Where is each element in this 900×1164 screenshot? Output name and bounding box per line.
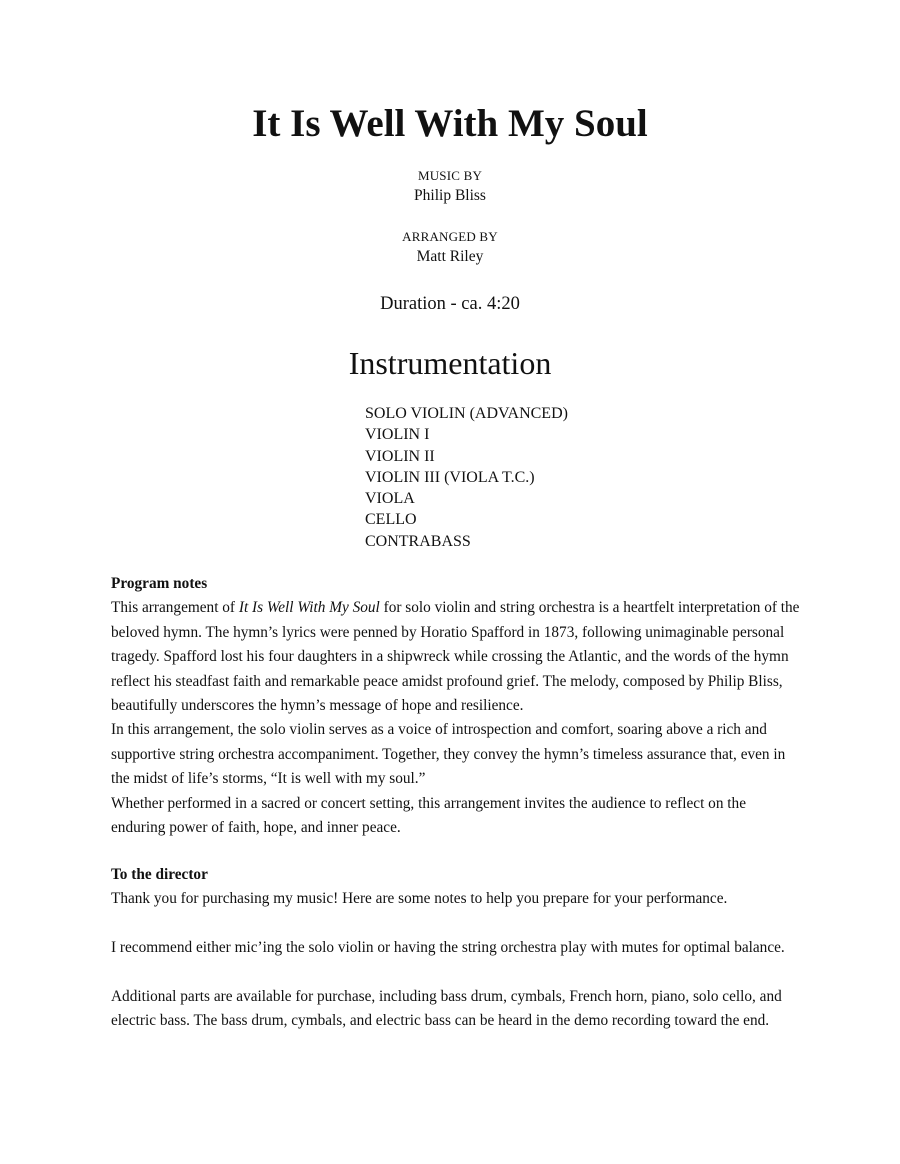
director-heading: To the director — [111, 866, 208, 883]
arranged-by-label: ARRANGED BY — [402, 229, 498, 244]
arranger-name: Matt Riley — [416, 248, 484, 265]
instrument-item: VIOLIN III (VIOLA T.C.) — [365, 468, 535, 486]
instrumentation-list — [365, 403, 568, 552]
instrument-item: VIOLA — [365, 490, 415, 508]
instrument-item: VIOLIN II — [365, 447, 435, 465]
duration: Duration - ca. 4:20 — [380, 294, 520, 314]
director-paragraph-2: I recommend either mic’ing the solo violin or having the string orchestra play with mutes for optimal balance. — [111, 939, 785, 957]
program-notes-title-italic: It Is Well With My Soul — [238, 599, 380, 617]
instrumentation-heading: Instrumentation — [348, 345, 552, 381]
director-paragraph-3: Additional parts are available for purchase, including bass drum, cymbals, French horn, piano, solo cello, and electric bass. The bass drum, cymbals, and electric bass can be heard in the demo recording toward the end. — [111, 988, 782, 1030]
program-notes-text: for solo violin and string orchestra is a heartfelt interpretation of the beloved hymn. The hymn’s lyrics were penned by Horatio Spafford in 1873, following unimaginable personal tragedy. Spafford lost his four daughters in a shipwreck while crossing the Atlantic, and the words of the hymn reflect his steadfast faith and remarkable peace amidst profound grief. The melody, composed by Philip Bliss, beautifully underscores the hymn’s message of hope and resilience. — [111, 599, 800, 715]
instrument-item: CELLO — [365, 511, 417, 529]
instrument-item: VIOLIN I — [365, 426, 430, 444]
program-notes-paragraph-1 — [111, 596, 801, 718]
program-notes-text: This arrangement of — [111, 599, 239, 617]
composer-name: Philip Bliss — [414, 187, 486, 204]
instrument-item: SOLO VIOLIN (ADVANCED) — [365, 405, 568, 422]
director-section — [111, 863, 801, 1034]
director-paragraph-1: Thank you for purchasing my music! Here are some notes to help you prepare for your performance. — [111, 890, 728, 908]
program-notes-section — [111, 572, 801, 840]
program-notes-heading: Program notes — [111, 575, 208, 592]
program-notes-paragraph-2: In this arrangement, the solo violin serves as a voice of introspection and comfort, soaring above a rich and supportive string orchestra accompaniment. Together, they convey the hymn’s timeless assurance that, even in the midst of life’s storms, “It is well with my soul.” — [111, 721, 786, 788]
program-notes-paragraph-3: Whether performed in a sacred or concert setting, this arrangement invites the audience to reflect on the enduring power of faith, hope, and inner peace. — [111, 794, 746, 837]
piece-title: It Is Well With My Soul — [252, 102, 648, 145]
music-by-label: MUSIC BY — [417, 168, 483, 183]
instrument-item: CONTRABASS — [365, 532, 471, 550]
